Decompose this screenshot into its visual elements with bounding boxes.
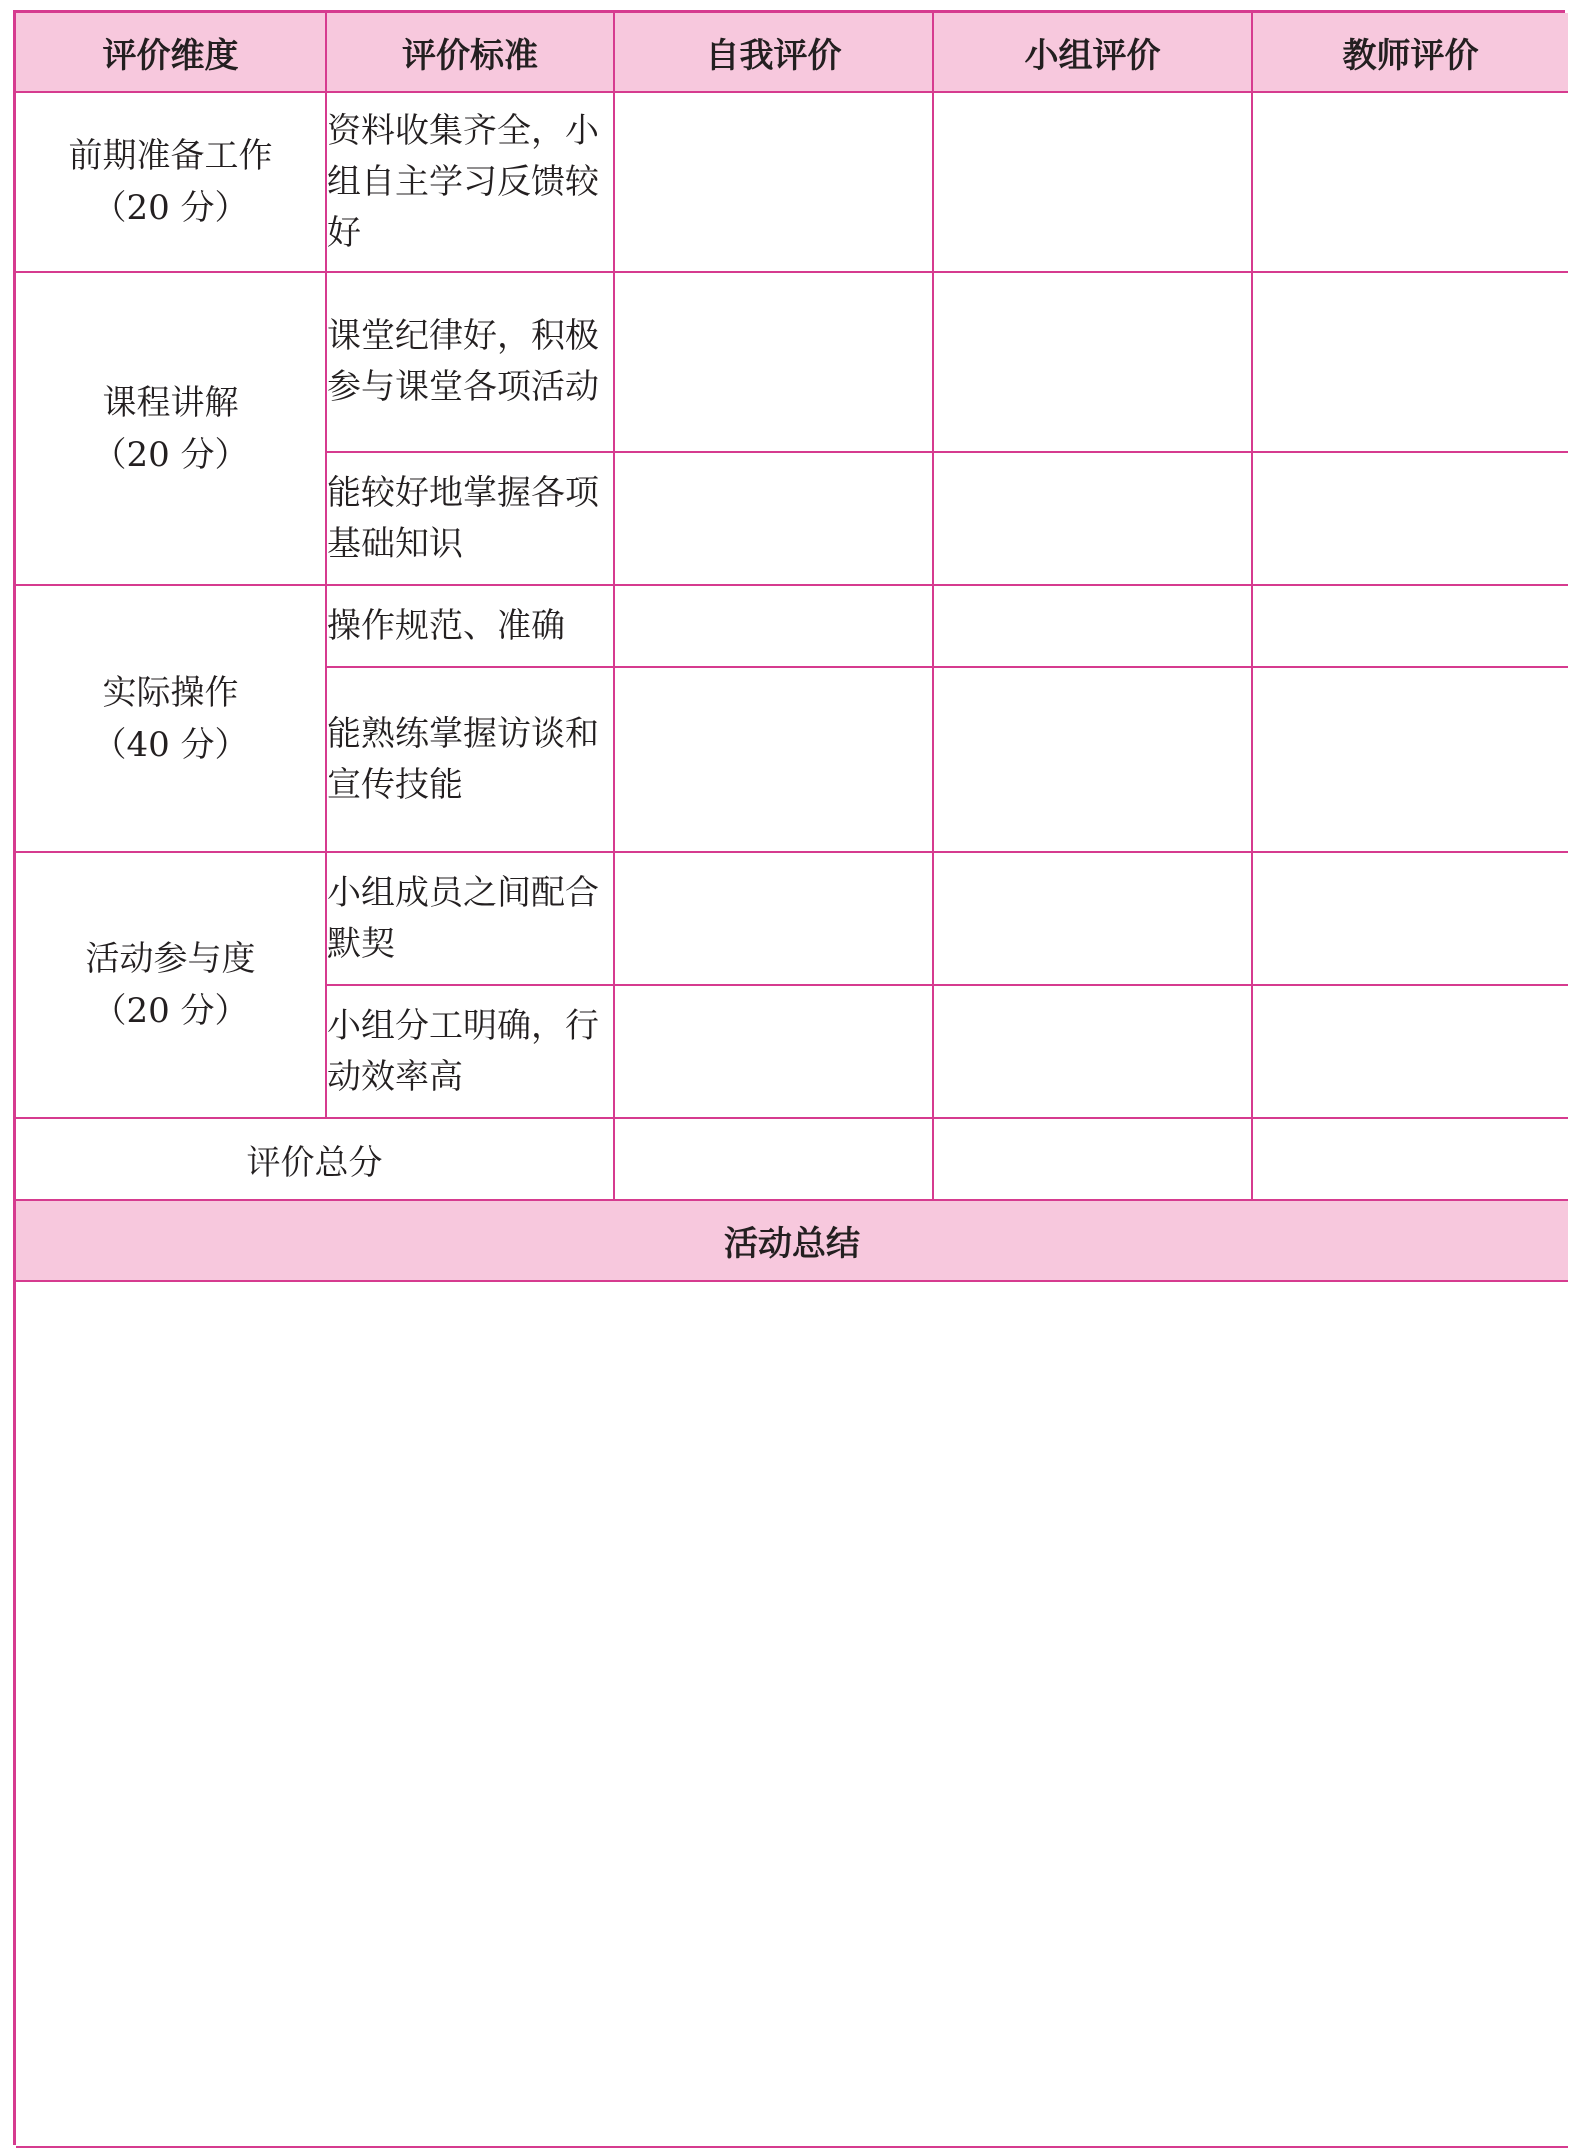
total-row [16, 1118, 1568, 1200]
header-teacher-evaluation: 教师评价 [1252, 13, 1568, 92]
teacher-score-cell[interactable] [1252, 985, 1568, 1118]
dimension-score: （20 分） [92, 188, 249, 228]
dimension-score: （40 分） [92, 724, 249, 765]
table-row [16, 272, 1568, 452]
teacher-score-cell[interactable] [1252, 272, 1568, 452]
table-row [16, 92, 1568, 272]
dimension-name: 实际操作 [102, 672, 239, 713]
self-score-cell[interactable] [614, 92, 933, 272]
group-total-cell[interactable] [933, 1118, 1252, 1200]
dimension-name: 课程讲解 [102, 382, 239, 423]
summary-writing-area[interactable] [16, 1281, 1568, 2147]
summary-title: 活动总结 [16, 1200, 1568, 1281]
evaluation-sheet [13, 10, 1565, 2145]
self-total-cell[interactable] [614, 1118, 933, 1200]
self-score-cell[interactable] [614, 667, 933, 852]
group-score-cell[interactable] [933, 92, 1252, 272]
table-row [16, 585, 1568, 667]
dimension-name: 活动参与度 [85, 939, 256, 979]
dimension-cell-preparation [16, 92, 326, 272]
group-score-cell[interactable] [933, 667, 1252, 852]
teacher-score-cell[interactable] [1252, 585, 1568, 667]
criteria-cell: 能较好地掌握各项基础知识 [326, 452, 614, 585]
dimension-score: （20 分） [92, 991, 249, 1031]
header-criteria: 评价标准 [326, 13, 614, 92]
header-row [16, 13, 1568, 92]
self-score-cell[interactable] [614, 272, 933, 452]
group-score-cell[interactable] [933, 452, 1252, 585]
criteria-cell: 课堂纪律好，积极参与课堂各项活动 [326, 272, 614, 452]
table-row [16, 852, 1568, 985]
group-score-cell[interactable] [933, 585, 1252, 667]
criteria-cell: 小组成员之间配合默契 [326, 852, 614, 985]
teacher-score-cell[interactable] [1252, 452, 1568, 585]
self-score-cell[interactable] [614, 585, 933, 667]
header-dimension: 评价维度 [16, 13, 326, 92]
teacher-score-cell[interactable] [1252, 667, 1568, 852]
summary-header-row [16, 1200, 1568, 1281]
teacher-total-cell[interactable] [1252, 1118, 1568, 1200]
total-score-label: 评价总分 [16, 1118, 614, 1200]
header-group-evaluation: 小组评价 [933, 13, 1252, 92]
criteria-cell: 小组分工明确，行动效率高 [326, 985, 614, 1118]
self-score-cell[interactable] [614, 452, 933, 585]
teacher-score-cell[interactable] [1252, 92, 1568, 272]
group-score-cell[interactable] [933, 985, 1252, 1118]
header-self-evaluation: 自我评价 [614, 13, 933, 92]
dimension-name: 前期准备工作 [68, 136, 273, 176]
dimension-cell-participation [16, 852, 326, 1118]
criteria-cell: 操作规范、准确 [326, 585, 614, 667]
criteria-cell: 资料收集齐全，小组自主学习反馈较好 [326, 92, 614, 272]
summary-body-row [16, 1281, 1568, 2147]
dimension-score: （20 分） [92, 434, 249, 475]
teacher-score-cell[interactable] [1252, 852, 1568, 985]
evaluation-table [16, 13, 1568, 2148]
criteria-cell: 能熟练掌握访谈和宣传技能 [326, 667, 614, 852]
self-score-cell[interactable] [614, 852, 933, 985]
dimension-cell-lesson [16, 272, 326, 585]
group-score-cell[interactable] [933, 272, 1252, 452]
group-score-cell[interactable] [933, 852, 1252, 985]
dimension-cell-operation [16, 585, 326, 852]
self-score-cell[interactable] [614, 985, 933, 1118]
